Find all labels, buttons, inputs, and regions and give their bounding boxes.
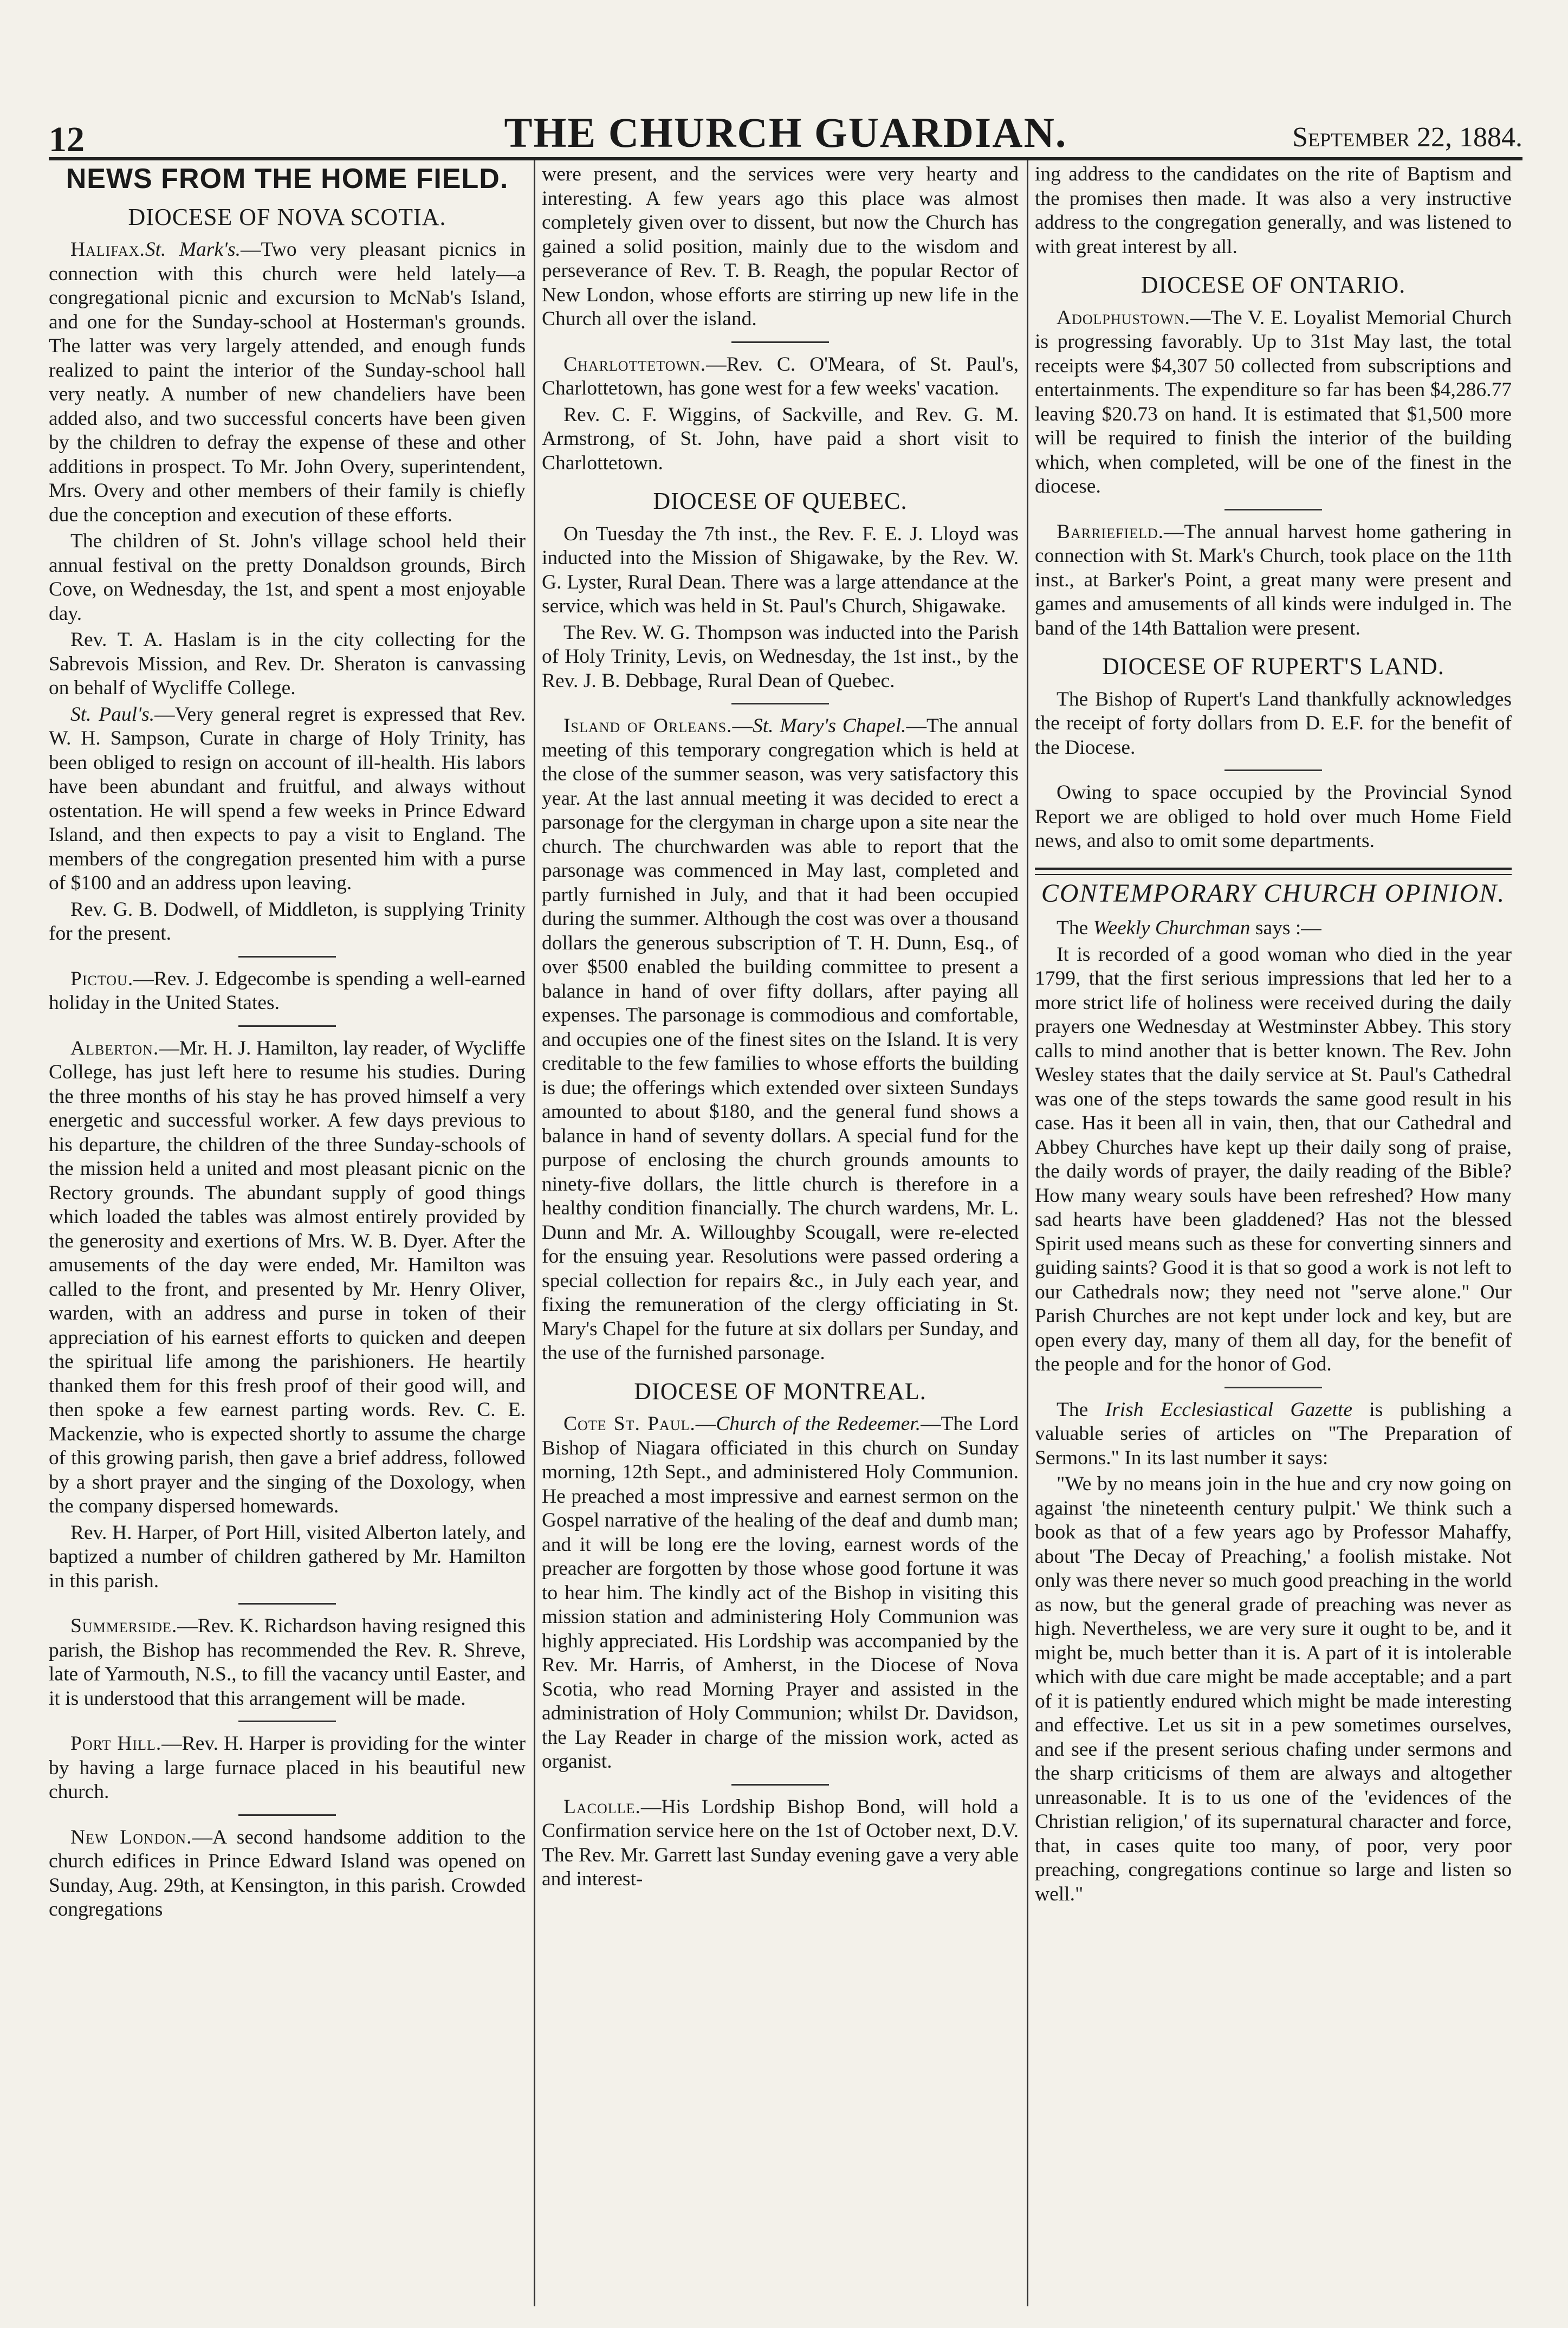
article-paragraph	[1035, 520, 1512, 641]
divider	[731, 1784, 829, 1786]
publication-name: Weekly Churchman	[1093, 917, 1250, 939]
parish-name: St. Mary's Chapel.	[752, 715, 906, 737]
article-paragraph	[49, 238, 526, 527]
paragraph-text: —Two very pleasant picnics in connection with this church were held lately—a congregational picnic and excursion to McNab's Island, and one for the Sunday-school at Hosterman's grounds. The latter was very largely attended, and enough funds realized to paint the interior of the Sunday-school hall very neatly. A number of new chandeliers have been added also, and two successful concerts have been given by the children to defray the expense of these and other additions in prospect. To Mr. John Overy, superintendent, Mrs. Overy and other members of their family is chiefly due the conception and execution of these efforts.	[49, 238, 526, 526]
place-name: Port Hill.	[70, 1732, 162, 1755]
parish-name: St. Paul's.	[70, 703, 155, 726]
paragraph-text: —Rev. C. O'Meara, of St. Paul's, Charlottetown, has gone west for a few weeks' vacation.	[542, 353, 1019, 399]
paragraph-text: —A second handsome addition to the church edifices in Prince Edward Island was opened on Sunday, Aug. 29th, at Kensington, in this parish. Crowded congregations	[49, 1826, 526, 1920]
place-name: New London.	[70, 1826, 192, 1848]
article-paragraph: "We by no means join in the hue and cry now going on against 'the nineteenth century pulpit.' We think such a book as that of a few years ago by Professor Mahaffy, about 'The Decay of Preaching,' a foolish mistake. Not only was there never so much good preaching in the world as now, but the general grade of preaching was never as high. Nevertheless, we are very sure it ought to be, and it might be, much better than it is. A part of it is intolerable which with due care might be made acceptable; and a part of it is patiently endured which might be made interesting and effective. Let us sit in a pew sometimes ourselves, and see if the present serious chafing under sermons and the sharp criticisms of them are always and altogether unreasonable. It is to us one of the 'evidences of the Christian religion,' of its supernatural character and force, that, in cases quite too many, of poor, very poor preaching, congregations continue so large and listen so well."	[1035, 1473, 1512, 1905]
divider	[1224, 1387, 1322, 1388]
diocese-heading: DIOCESE OF MONTREAL.	[634, 1378, 926, 1405]
article-paragraph: Rev. T. A. Haslam is in the city collecting for the Sabrevois Mission, and Rev. Dr. Sheraton is canvassing on behalf of Wycliffe College.	[49, 629, 526, 699]
column-1	[49, 163, 526, 2308]
article-paragraph	[1035, 1398, 1512, 1471]
article-paragraph: The children of St. John's village school held their annual festival on the pretty Donaldson grounds, Birch Cove, on Wednesday, the 1st, and spent a most enjoyable day.	[49, 530, 526, 625]
diocese-heading: DIOCESE OF QUEBEC.	[653, 488, 908, 514]
column-divider	[1027, 160, 1028, 2306]
place-name: Cote St. Paul.	[563, 1413, 696, 1435]
column-2	[542, 163, 1019, 2308]
paragraph-text: is publishing a valuable series of articles on "The Preparation of Sermons." In its last number it says:	[1035, 1398, 1512, 1469]
article-paragraph: Cote St. Paul.—Church of the Redeemer.—The Lord Bishop of Niagara officiated in this church on Sunday morning, 12th Sept., and administered Holy Communion. He preached a most impressive and earnest sermon on the Gospel narrative of the healing of the deaf and dumb man; and it will be long ere the loving, earnest words of the preacher are forgotten by those whose good fortune it was to hear him. The kindly act of the Bishop in visiting this mission station and administering Holy Communion was highly appreciated. His Lordship was accompanied by the Rev. Mr. Harris, of Amherst, in the Diocese of Nova Scotia, who read Morning Prayer and assisted in the administration of Holy Communion; whilst Dr. Davidson, the Lay Reader in charge of the mission work, acted as organist.	[542, 1413, 1019, 1773]
double-divider	[1035, 868, 1512, 875]
parish-name: Church of the Redeemer.	[716, 1413, 921, 1435]
paragraph-text: —The V. E. Loyalist Memorial Church is progressing favorably. Up to 31st May last, the total receipts were $4,307 50 collected from subscriptions and entertainments. The expenditure so far has been $4,286.77 leaving $20.73 on hand. It is estimated that $1,500 more will be required to finish the interior of the building which, when completed, will be one of the finest in the diocese.	[1035, 306, 1512, 497]
masthead: THE CHURCH GUARDIAN.	[504, 109, 1067, 156]
place-name: Halifax.	[70, 238, 145, 261]
article-paragraph: Rev. G. B. Dodwell, of Middleton, is supplying Trinity for the present.	[49, 898, 526, 945]
article-paragraph	[49, 703, 526, 896]
column-divider	[534, 160, 535, 2306]
paragraph-text: —The annual meeting of this temporary congregation which is held at the close of the summer season, was very satisfactory this year. At the last annual meeting it was decided to erect a parsonage for the clergyman in charge upon a site near the church. The churchwarden was able to report that the parsonage was commenced in May last, completed and partly furnished in July, and that it had been occupied during the summer. Although the cost was over a thousand dollars the generous subscription of T. H. Dunn, Esq., of over $500 enabled the building committee to present a balance in hand of over fifty dollars, after paying all expenses. The parsonage is commodious and comfortable, and occupies one of the finest sites on the Island. It is very creditable to the few families to whose efforts the building is due; the offerings which extended over sixteen Sundays amounted to about $180, and the general fund shows a balance in hand of seventy dollars. A special fund for the purpose of enclosing the church grounds amounts to ninety-five dollars, the little church is therefore in a healthy condition financially. The church wardens, Mr. L. Dunn and Mr. A. Willoughby Scougall, were re-elected for the ensuing year. Resolutions were passed ordering a special collection for repairs &c., in July each year, and fixing the remuneration of the clergy officiating in St. Mary's Chapel for the future at six dollars per Sunday, and the use of the furnished parsonage.	[542, 715, 1019, 1364]
paragraph-text: The	[1057, 917, 1093, 939]
paragraph-text: —The Lord Bishop of Niagara officiated in this church on Sunday morning, 12th Sept., and administered Holy Communion. He preached a most impressive and earnest sermon on the Gospel narrative of the healing of the deaf and dumb man; and it will be long ere the loving, earnest words of the preacher are forgotten by those whose good fortune it was to hear him. The kindly act of the Bishop in visiting this mission station and administering Holy Communion was highly appreciated. His Lordship was accompanied by the Rev. Mr. Harris, of Amherst, in the Diocese of Nova Scotia, who read Morning Prayer and assisted in the administration of Holy Communion; whilst Dr. Davidson, the Lay Reader in charge of the mission work, acted as organist.	[542, 1413, 1019, 1773]
column-3	[1035, 163, 1512, 2308]
article-paragraph	[542, 1795, 1019, 1892]
place-name: Charlottetown.	[563, 353, 707, 376]
issue-date: September 22, 1884.	[1292, 122, 1522, 153]
article-paragraph	[49, 1826, 526, 1922]
article-paragraph	[49, 1037, 526, 1519]
place-name: Barriefield.	[1057, 520, 1164, 543]
divider	[1224, 769, 1322, 771]
place-name: Summerside.	[70, 1615, 178, 1637]
article-paragraph: were present, and the services were very hearty and interesting. A few years ago this place was almost completely given over to dissent, but now the Church has gained a solid position, mainly due to the wisdom and perseverance of Rev. T. B. Reagh, the popular Rector of New London, whose efforts are stirring up new life in the Church all over the island.	[542, 163, 1019, 330]
place-name: Pictou.	[70, 967, 134, 990]
article-paragraph: Rev. C. F. Wiggins, of Sackville, and Rev. G. M. Armstrong, of St. John, have paid a short visit to Charlottetown.	[542, 403, 1019, 474]
diocese-heading: DIOCESE OF NOVA SCOTIA.	[128, 203, 446, 230]
page-number: 12	[49, 120, 85, 159]
divider	[238, 1025, 336, 1027]
article-paragraph	[49, 1614, 526, 1711]
divider	[731, 703, 829, 704]
article-paragraph: It is recorded of a good woman who died in the year 1799, that the first serious impressions that led her to a more strict life of holiness were received during the daily prayers one Wednesday at Westminster Abbey. This story calls to mind another that is better known. The Rev. John Wesley states that the daily service at St. Paul's Cathedral was one of the steps towards the same good result in his case. Has it been all in vain, then, that our Cathedral and Abbey Churches have kept up their daily song of praise, the daily words of prayer, the daily reading of the Bible? How many weary souls have been refreshed? How many sad hearts have been gladdened? Has not the blessed Spirit used means such as these for converting sinners and guiding saints? Good it is that so good a work is not left to our Cathedrals now; they need not "serve alone." Our Parish Churches are not kept under lock and key, but are open every day, many of them all day, for the benefit of the people and for the honor of God.	[1035, 943, 1512, 1375]
paragraph-text: —Rev. H. Harper is providing for the winter by having a large furnace placed in his beautiful new church.	[49, 1732, 526, 1803]
place-name: Island of Orleans.	[563, 715, 733, 737]
paragraph-text: The	[1057, 1398, 1105, 1421]
article-paragraph: Island of Orleans.—St. Mary's Chapel.—The annual meeting of this temporary congregation which is held at the close of the summer season, was very satisfactory this year. At the last annual meeting it was decided to erect a parsonage for the clergyman in charge upon a site near the church. The churchwarden was able to report that the parsonage was commenced in May last, completed and partly furnished in July, and that it had been occupied during the summer. Although the cost was over a thousand dollars the generous subscription of T. H. Dunn, Esq., of over $500 enabled the building committee to present a balance in hand of over fifty dollars, after paying all expenses. The parsonage is commodious and comfortable, and occupies one of the finest sites on the Island. It is very creditable to the few families to whose efforts the building is due; the offerings which extended over sixteen Sundays amounted to about $180, and the general fund shows a balance in hand of seventy dollars. A special fund for the purpose of enclosing the church grounds amounts to ninety-five dollars, the little church is therefore in a healthy condition financially. The church wardens, Mr. L. Dunn and Mr. A. Willoughby Scougall, were re-elected for the ensuing year. Resolutions were passed ordering a special collection for repairs &c., in July each year, and fixing the remuneration of the clergy officiating in St. Mary's Chapel for the future at six dollars per Sunday, and the use of the furnished parsonage.	[542, 715, 1019, 1364]
article-paragraph: The Rev. W. G. Thompson was inducted into the Parish of Holy Trinity, Levis, on Wednesday, the 1st inst., by the Rev. J. B. Debbage, Rural Dean of Quebec.	[542, 621, 1019, 692]
place-name: Adolphustown.	[1057, 306, 1190, 329]
header-rule	[49, 157, 1522, 160]
paragraph-text: says :—	[1250, 917, 1321, 939]
paragraph-text: —Mr. H. J. Hamilton, lay reader, of Wycliffe College, has just left here to resume his studies. During the three months of his stay he has proved himself a very energetic and successful worker. A few days previous to his departure, the children of the three Sunday-schools of the mission held a united and most pleasant picnic on the Rectory grounds. The abundant supply of good things which loaded the tables was almost entirely provided by the generosity and exertions of Mrs. W. B. Dyer. After the amusements of the day were ended, Mr. Hamilton was called to the front, and presented by Mr. Henry Oliver, warden, with an address and purse in token of their appreciation of his earnest efforts to quicken and deepen the spiritual life among the parishioners. He heartily thanked them for this fresh proof of their good will, and then spoke a few earnest parting words. Rev. C. E. Mackenzie, who is expected shortly to assume the charge of this growing parish, then gave a brief address, followed by a short prayer and the singing of the Doxology, when the company dispersed homewards.	[49, 1037, 526, 1517]
article-paragraph	[1035, 916, 1512, 941]
paragraph-text: —Rev. J. Edgecombe is spending a well-earned holiday in the United States.	[49, 967, 526, 1014]
article-paragraph	[49, 1732, 526, 1805]
place-name: Alberton.	[70, 1037, 159, 1059]
paragraph-text: —Rev. K. Richardson having resigned this parish, the Bishop has recommended the Rev. R. Shreve, late of Yarmouth, N.S., to fill the vacancy until Easter, and it is understood that this arrangement will be made.	[49, 1615, 526, 1710]
parish-name: St. Mark's.	[145, 238, 241, 261]
article-paragraph	[49, 967, 526, 1016]
section-heading: NEWS FROM THE HOME FIELD.	[66, 163, 509, 195]
article-paragraph: On Tuesday the 7th inst., the Rev. F. E. J. Lloyd was inducted into the Mission of Shigawake, by the Rev. W. G. Lyster, Rural Dean. There was a large attendance at the service, which was held in St. Paul's Church, Shigawake.	[542, 522, 1019, 617]
page-header	[49, 108, 1522, 157]
divider	[238, 1814, 336, 1816]
article-paragraph	[1035, 306, 1512, 499]
paragraph-text: —The annual harvest home gathering in connection with St. Mark's Church, took place on the 11th inst., at Barker's Point, a great many were present and games and amusements of all kinds were indulged in. The band of the 14th Battalion were present.	[1035, 520, 1512, 639]
divider	[238, 956, 336, 958]
article-paragraph: Owing to space occupied by the Provincial Synod Report we are obliged to hold over much Home Field news, and also to omit some departments.	[1035, 781, 1512, 852]
section-heading: CONTEMPORARY CHURCH OPINION.	[1041, 878, 1506, 908]
divider	[238, 1603, 336, 1605]
article-paragraph: Rev. H. Harper, of Port Hill, visited Alberton lately, and baptized a number of children gathered by Mr. Hamilton in this parish.	[49, 1521, 526, 1592]
paragraph-text: —His Lordship Bishop Bond, will hold a Confirmation service here on the 1st of October next, D.V. The Rev. Mr. Garrett last Sunday evening gave a very able and interest-	[542, 1795, 1019, 1890]
article-paragraph: The Bishop of Rupert's Land thankfully acknowledges the receipt of forty dollars from D. E.F. for the benefit of the Diocese.	[1035, 688, 1512, 759]
article-paragraph: ing address to the candidates on the rite of Baptism and the promises then made. It was also a very instructive address to the congregation generally, and was listened to with great interest by all.	[1035, 163, 1512, 258]
place-name: Lacolle.	[563, 1795, 641, 1818]
diocese-heading: DIOCESE OF ONTARIO.	[1141, 271, 1406, 298]
divider	[238, 1721, 336, 1722]
article-paragraph	[542, 353, 1019, 401]
publication-name: Irish Ecclesiastical Gazette	[1105, 1398, 1352, 1421]
diocese-heading: DIOCESE OF RUPERT'S LAND.	[1102, 653, 1444, 680]
divider	[1224, 509, 1322, 510]
divider	[731, 341, 829, 343]
paragraph-text: —Very general regret is expressed that Rev. W. H. Sampson, Curate in charge of Holy Trinity, has been obliged to resign on account of ill-health. His labors have been abundant and fruitful, and always without ostentation. He will spend a few weeks in Prince Edward Island, and then expects to pay a visit to England. The members of the congregation presented him with a purse of $100 and an address upon leaving.	[49, 703, 526, 894]
